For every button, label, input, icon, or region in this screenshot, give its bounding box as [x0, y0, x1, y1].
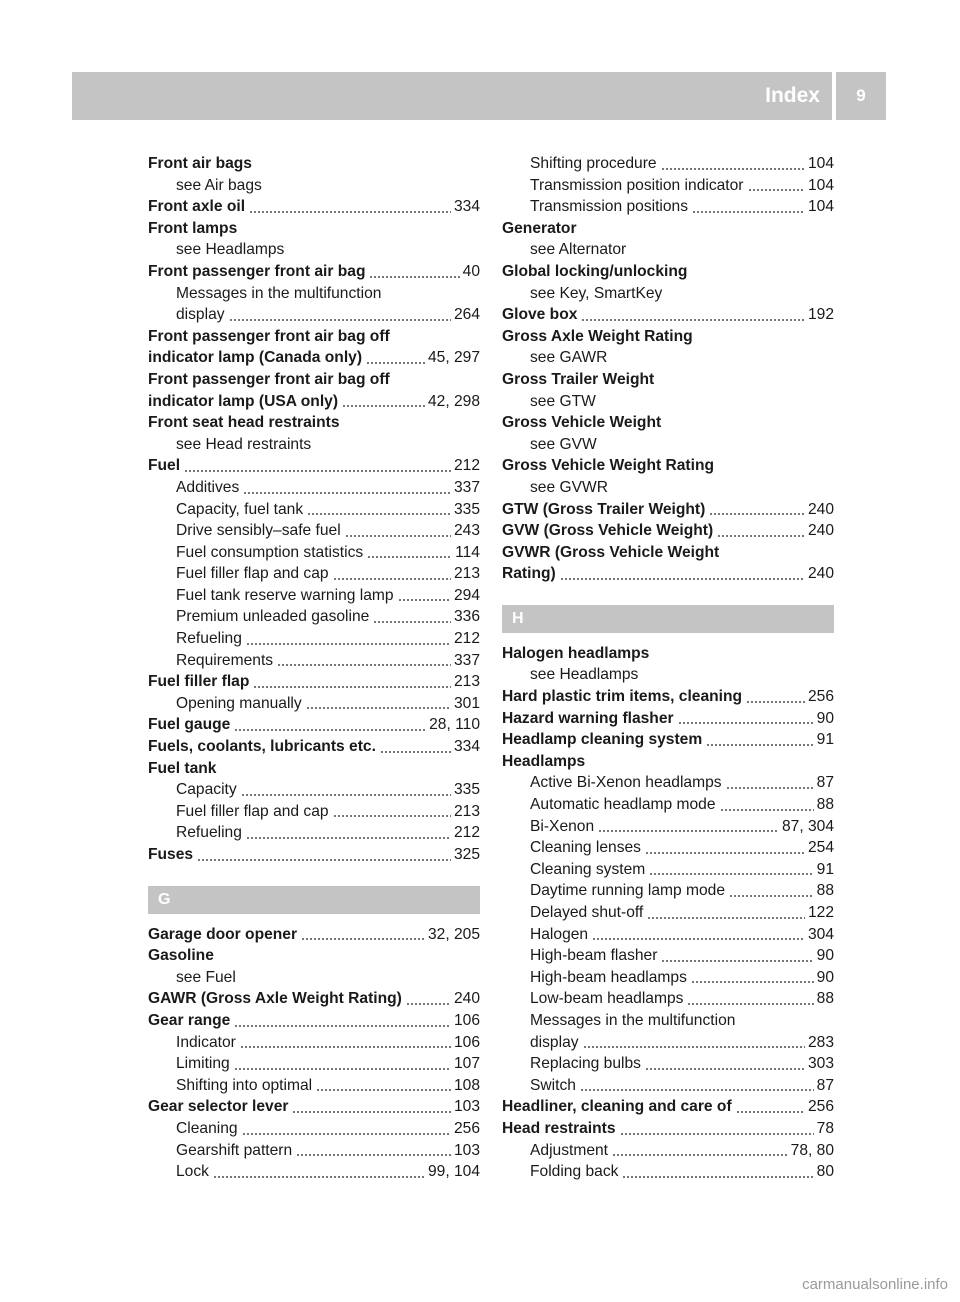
dot-leader: [583, 1046, 805, 1048]
dot-leader: [345, 535, 451, 537]
dot-leader: [729, 895, 814, 897]
entry-page: 99, 104: [427, 1163, 480, 1181]
index-subentry: [148, 1053, 480, 1075]
dot-leader: [661, 168, 805, 170]
entry-term: Refueling: [176, 630, 242, 648]
index-heading: Front air bags: [148, 155, 252, 172]
index-subentry: [502, 1075, 834, 1097]
entry-term: Hazard warning flasher: [502, 709, 674, 727]
index-heading: GVWR (Gross Vehicle Weight: [502, 543, 720, 561]
dot-leader: [709, 513, 805, 515]
index-reference: see Air bags: [176, 176, 262, 194]
index-entry: [148, 1010, 480, 1032]
footer-watermark: carmanualsonline.info: [802, 1276, 948, 1293]
index-entry: [148, 924, 480, 946]
entry-page: 45, 297: [427, 349, 480, 367]
entry-term: Refueling: [176, 824, 242, 842]
index-subentry: [148, 779, 480, 801]
dot-leader: [581, 319, 805, 321]
entry-page: 304: [807, 925, 834, 943]
entry-page: 325: [453, 846, 480, 863]
index-reference: see Head restraints: [176, 435, 312, 453]
entry-page: 78, 80: [790, 1141, 834, 1159]
index-subentry: [148, 1075, 480, 1097]
entry-term: Fuel tank reserve warning lamp: [176, 586, 394, 604]
entry-term: GVW (Gross Vehicle Weight): [502, 522, 714, 540]
entry-page: 88: [816, 796, 834, 814]
page-title: Index: [765, 84, 820, 107]
entry-page: 32, 205: [427, 925, 480, 943]
dot-leader: [246, 643, 451, 645]
entry-term: Limiting: [176, 1055, 230, 1073]
dot-leader: [234, 1025, 451, 1027]
index-heading: Generator: [502, 219, 577, 237]
entry-term: Headlamp cleaning system: [502, 731, 703, 749]
index-subentry: [148, 304, 480, 326]
index-entry: [148, 1096, 480, 1118]
dot-leader: [241, 794, 451, 796]
entry-page: 103: [453, 1098, 480, 1116]
entry-page: 212: [453, 824, 480, 842]
entry-page: 104: [807, 155, 834, 172]
entry-term: Gear selector lever: [148, 1098, 289, 1116]
dot-leader: [726, 787, 814, 789]
dot-leader: [406, 1003, 451, 1005]
dot-leader: [367, 556, 452, 558]
entry-term: display: [176, 306, 225, 324]
index-entry: [148, 261, 480, 283]
index-entry: [148, 671, 480, 693]
dot-leader: [234, 729, 426, 731]
entry-page: 240: [807, 565, 834, 583]
dot-leader: [253, 686, 451, 688]
entry-term: Bi-Xenon: [530, 817, 595, 835]
index-heading: Gross Axle Weight Rating: [502, 327, 693, 345]
entry-page: 91: [816, 860, 834, 878]
dot-leader: [240, 1046, 451, 1048]
index-entry: [502, 729, 834, 751]
index-subentry: [502, 859, 834, 881]
dot-leader: [661, 960, 813, 962]
entry-term: High-beam flasher: [530, 947, 658, 965]
entry-page: 90: [816, 947, 834, 965]
entry-term: Automatic headlamp mode: [530, 796, 716, 814]
entry-term: display: [530, 1033, 579, 1051]
entry-page: 294: [453, 586, 480, 604]
index-entry: [502, 520, 834, 542]
entry-term: Switch: [530, 1076, 576, 1094]
dot-leader: [342, 405, 425, 407]
entry-term: Cleaning lenses: [530, 839, 641, 857]
index-reference: see GVW: [530, 435, 597, 453]
index-entry: [502, 563, 834, 585]
index-column-left: [148, 153, 480, 1183]
index-entry: [502, 499, 834, 521]
index-subentry: [148, 585, 480, 607]
entry-term: Capacity, fuel tank: [176, 500, 304, 518]
entry-page: 40: [462, 262, 480, 280]
entry-term: Hard plastic trim items, cleaning: [502, 688, 743, 706]
dot-leader: [748, 189, 805, 191]
index-reference: see Headlamps: [530, 666, 639, 684]
entry-page: 256: [807, 1098, 834, 1116]
entry-page: 80: [816, 1163, 834, 1181]
dot-leader: [234, 1068, 451, 1070]
dot-leader: [720, 809, 814, 811]
index-heading: Front passenger front air bag off: [148, 327, 390, 345]
index-entry: [148, 714, 480, 736]
index-subentry: [502, 967, 834, 989]
dot-leader: [691, 981, 814, 983]
entry-page: 303: [807, 1055, 834, 1073]
entry-term: Low-beam headlamps: [530, 990, 684, 1008]
dot-leader: [316, 1089, 451, 1091]
index-subentry: [502, 837, 834, 859]
dot-leader: [184, 470, 451, 472]
index-reference: Messages in the multifunction: [530, 1011, 736, 1029]
index-subentry: [148, 499, 480, 521]
index-reference: see GAWR: [530, 349, 608, 367]
entry-term: Gear range: [148, 1011, 231, 1029]
entry-page: 337: [453, 651, 480, 669]
entry-term: Front passenger front air bag: [148, 262, 366, 280]
entry-term: Cleaning system: [530, 860, 646, 878]
dot-leader: [333, 815, 451, 817]
index-heading: Front passenger front air bag off: [148, 370, 390, 388]
index-subentry: [502, 794, 834, 816]
entry-page: 78: [816, 1119, 834, 1137]
dot-leader: [243, 492, 451, 494]
dot-leader: [380, 751, 451, 753]
dot-leader: [296, 1154, 451, 1156]
index-subentry: [502, 902, 834, 924]
index-subentry: [148, 628, 480, 650]
dot-leader: [229, 319, 451, 321]
entry-page: 122: [807, 904, 834, 921]
index-subentry: [148, 563, 480, 585]
index-heading: Gross Trailer Weight: [502, 370, 655, 388]
entry-page: 88: [816, 882, 834, 900]
index-heading: Front lamps: [148, 219, 238, 237]
entry-term: Fuel filler flap: [148, 673, 250, 691]
entry-page: 104: [807, 176, 834, 194]
index-subentry: [148, 693, 480, 715]
index-heading: Halogen headlamps: [502, 644, 650, 662]
index-subentry: [148, 542, 480, 564]
entry-term: Delayed shut-off: [530, 904, 644, 921]
dot-leader: [580, 1089, 814, 1091]
entry-term: Fuel filler flap and cap: [176, 565, 329, 583]
dot-leader: [333, 578, 451, 580]
dot-leader: [373, 621, 451, 623]
entry-page: 107: [453, 1055, 480, 1073]
dot-leader: [717, 535, 805, 537]
dot-leader: [645, 1068, 805, 1070]
entry-page: 334: [453, 198, 480, 216]
dot-leader: [645, 852, 805, 854]
index-heading: Gasoline: [148, 947, 214, 965]
entry-term: Fuel filler flap and cap: [176, 802, 329, 820]
index-heading: Fuel tank: [148, 759, 217, 777]
index-heading: Front seat head restraints: [148, 414, 340, 432]
entry-term: Shifting into optimal: [176, 1076, 313, 1094]
entry-term: indicator lamp (Canada only): [148, 349, 363, 367]
dot-leader: [197, 859, 451, 861]
entry-term: Gearshift pattern: [176, 1141, 293, 1159]
entry-term: GAWR (Gross Axle Weight Rating): [148, 990, 402, 1008]
entry-term: Transmission position indicator: [530, 176, 744, 194]
entry-page: 87, 304: [781, 817, 834, 835]
entry-page: 91: [816, 731, 834, 749]
index-subentry: [502, 153, 834, 175]
dot-leader: [687, 1003, 813, 1005]
entry-term: Halogen: [530, 925, 589, 943]
index-reference: see Key, SmartKey: [530, 284, 663, 302]
index-subentry: [502, 988, 834, 1010]
entry-term: Cleaning: [176, 1119, 238, 1137]
dot-leader: [598, 830, 779, 832]
dot-leader: [746, 701, 805, 703]
dot-leader: [213, 1176, 425, 1178]
dot-leader: [246, 837, 451, 839]
entry-page: 213: [453, 802, 480, 820]
entry-page: 240: [453, 990, 480, 1008]
entry-page: 256: [807, 688, 834, 706]
index-subentry: [148, 477, 480, 499]
index-entry: [502, 686, 834, 708]
index-entry: [148, 988, 480, 1010]
dot-leader: [649, 873, 813, 875]
dot-leader: [678, 722, 814, 724]
entry-page: 192: [807, 306, 834, 324]
entry-term: Front axle oil: [148, 198, 246, 216]
entry-term: Fuses: [148, 846, 194, 863]
index-heading: Gross Vehicle Weight: [502, 414, 662, 432]
index-subentry: [148, 1118, 480, 1140]
index-subentry: [502, 880, 834, 902]
index-reference: see GTW: [530, 392, 596, 410]
index-entry: [148, 347, 480, 369]
entry-term: indicator lamp (USA only): [148, 392, 339, 410]
dot-leader: [366, 362, 425, 364]
index-entry: [502, 304, 834, 326]
entry-term: Glove box: [502, 306, 578, 324]
index-entry: [502, 1118, 834, 1140]
entry-page: 213: [453, 673, 480, 691]
dot-leader: [292, 1111, 451, 1113]
index-entry: [148, 391, 480, 413]
index-entry: [502, 708, 834, 730]
entry-page: 114: [455, 543, 480, 561]
index-subentry: [148, 1161, 480, 1183]
entry-page: 335: [453, 781, 480, 799]
entry-term: High-beam headlamps: [530, 968, 687, 986]
index-heading: Headlamps: [502, 752, 586, 770]
dot-leader: [622, 1176, 813, 1178]
dot-leader: [306, 707, 451, 709]
entry-page: 337: [453, 478, 480, 496]
index-entry: [148, 196, 480, 218]
entry-page: 87: [816, 1076, 834, 1094]
index-subentry: [148, 520, 480, 542]
index-heading: Gross Vehicle Weight Rating: [502, 457, 715, 475]
dot-leader: [612, 1154, 788, 1156]
entry-term: Adjustment: [530, 1141, 609, 1159]
entry-term: Premium unleaded gasoline: [176, 608, 370, 626]
dot-leader: [736, 1111, 805, 1113]
index-subentry: [502, 196, 834, 218]
entry-page: 28, 110: [429, 716, 480, 734]
dot-leader: [706, 744, 813, 746]
dot-leader: [398, 599, 451, 601]
entry-page: 240: [807, 522, 834, 540]
section-header: H: [502, 605, 834, 633]
entry-page: 106: [453, 1033, 480, 1051]
dot-leader: [692, 211, 805, 213]
index-subentry: [502, 175, 834, 197]
entry-page: 283: [807, 1033, 834, 1051]
entry-page: 240: [807, 500, 834, 518]
section-header: G: [148, 886, 480, 914]
entry-term: Fuel consumption statistics: [176, 543, 364, 561]
index-entry: [148, 844, 480, 866]
entry-page: 42, 298: [427, 392, 480, 410]
entry-page: 88: [816, 990, 834, 1008]
entry-page: 108: [453, 1076, 480, 1094]
entry-term: Active Bi-Xenon headlamps: [530, 774, 722, 792]
dot-leader: [301, 938, 425, 940]
index-reference: see Fuel: [176, 968, 236, 986]
dot-leader: [592, 938, 805, 940]
entry-page: 104: [807, 198, 834, 216]
entry-term: Fuel gauge: [148, 716, 231, 734]
entry-term: Fuel: [148, 457, 181, 475]
index-heading: Global locking/unlocking: [502, 262, 688, 280]
index-subentry: [148, 650, 480, 672]
dot-leader: [647, 917, 805, 919]
entry-term: Additives: [176, 478, 240, 496]
entry-term: Replacing bulbs: [530, 1055, 641, 1073]
entry-page: 256: [453, 1119, 480, 1137]
entry-term: Capacity: [176, 781, 237, 799]
index-subentry: [148, 1140, 480, 1162]
entry-page: 90: [816, 709, 834, 727]
entry-term: Headliner, cleaning and care of: [502, 1098, 732, 1116]
index-subentry: [502, 1053, 834, 1075]
entry-term: Opening manually: [176, 694, 302, 712]
index-subentry: [502, 924, 834, 946]
entry-page: 87: [816, 774, 834, 792]
index-entry: [502, 1096, 834, 1118]
entry-page: 264: [453, 306, 480, 324]
entry-term: Folding back: [530, 1163, 619, 1181]
index-subentry: [502, 1032, 834, 1054]
entry-term: Drive sensibly–safe fuel: [176, 522, 341, 540]
index-subentry: [148, 801, 480, 823]
header-bar: [72, 72, 832, 120]
entry-term: GTW (Gross Trailer Weight): [502, 500, 706, 518]
entry-page: 90: [816, 968, 834, 986]
entry-term: Transmission positions: [530, 198, 689, 216]
index-subentry: [148, 606, 480, 628]
entry-term: Shifting procedure: [530, 155, 657, 172]
dot-leader: [307, 513, 451, 515]
entry-page: 301: [453, 694, 480, 712]
entry-page: 213: [453, 565, 480, 583]
index-column-right: [502, 153, 834, 1183]
entry-page: 334: [453, 738, 480, 756]
dot-leader: [620, 1133, 814, 1135]
entry-term: Head restraints: [502, 1119, 616, 1137]
dot-leader: [277, 664, 451, 666]
entry-page: 212: [453, 630, 480, 648]
index-subentry: [502, 945, 834, 967]
entry-page: 103: [453, 1141, 480, 1159]
entry-page: 212: [453, 457, 480, 475]
entry-term: Fuels, coolants, lubricants etc.: [148, 738, 376, 756]
index-subentry: [148, 1032, 480, 1054]
entry-page: 254: [807, 839, 834, 857]
entry-page: 336: [453, 608, 480, 626]
entry-term: Garage door opener: [148, 925, 298, 943]
index-subentry: [502, 1140, 834, 1162]
index-subentry: [502, 816, 834, 838]
index-reference: see Headlamps: [176, 241, 285, 259]
entry-term: Indicator: [176, 1033, 236, 1051]
entry-term: Lock: [176, 1163, 209, 1181]
dot-leader: [242, 1133, 451, 1135]
entry-page: 335: [453, 500, 480, 518]
entry-page: 106: [453, 1011, 480, 1029]
index-entry: [148, 736, 480, 758]
index-subentry: [148, 822, 480, 844]
dot-leader: [249, 211, 451, 213]
entry-term: Daytime running lamp mode: [530, 882, 726, 900]
index-subentry: [502, 772, 834, 794]
index-reference: see Alternator: [530, 241, 627, 259]
dot-leader: [369, 276, 459, 278]
page-number: 9: [836, 72, 886, 120]
index-subentry: [502, 1161, 834, 1183]
dot-leader: [560, 578, 805, 580]
index-reference: see GVWR: [530, 478, 608, 496]
entry-term: Requirements: [176, 651, 274, 669]
entry-page: 243: [453, 522, 480, 540]
index-entry: [148, 455, 480, 477]
entry-term: Rating): [502, 565, 556, 583]
index-reference: Messages in the multifunction: [176, 284, 382, 302]
